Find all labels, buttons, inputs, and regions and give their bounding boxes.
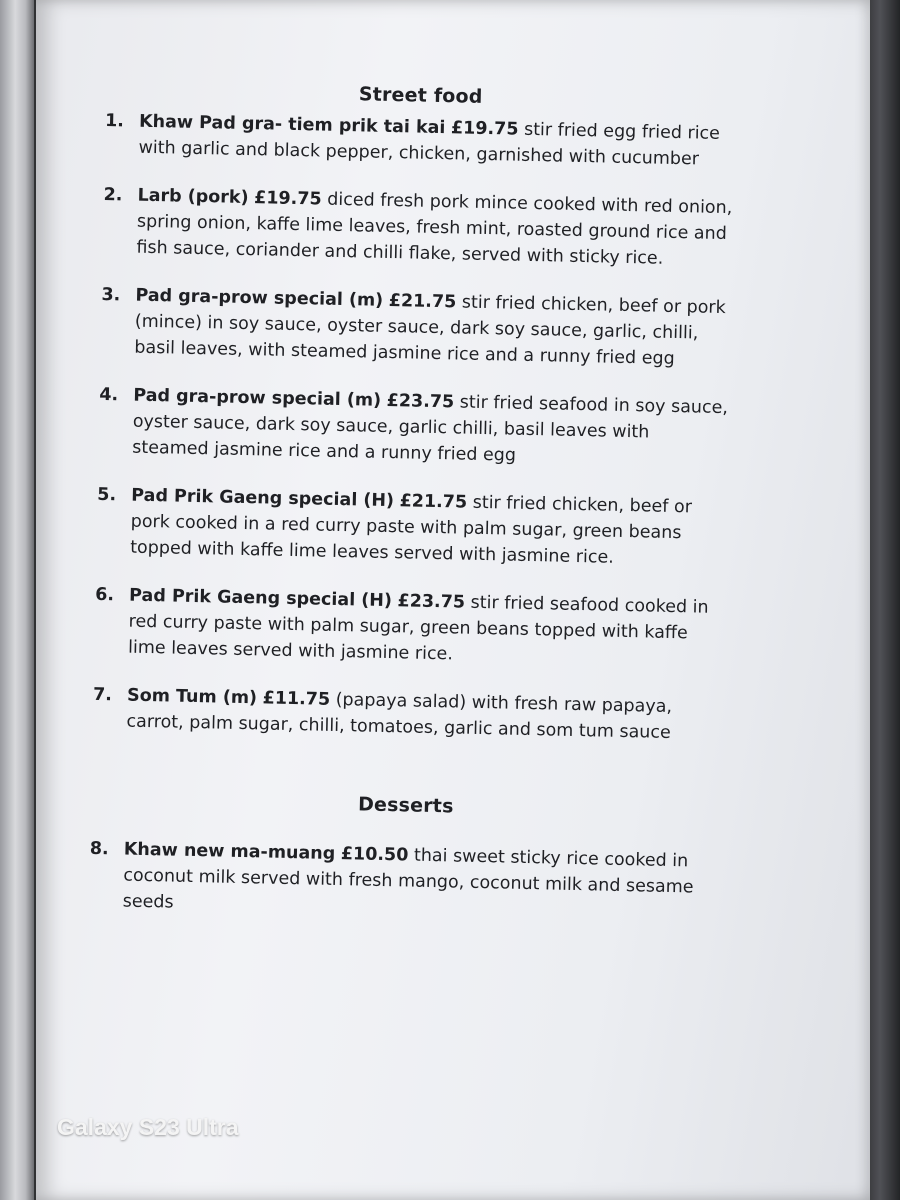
item-name: Pad Prik Gaeng special (H) xyxy=(131,485,395,512)
item-price: £19.75 xyxy=(450,118,519,140)
menu-page xyxy=(36,0,870,1200)
item-number: 8. xyxy=(89,838,109,860)
item-price: £21.75 xyxy=(388,290,457,313)
item-price: £11.75 xyxy=(262,688,331,710)
menu-item xyxy=(100,282,731,373)
item-name: Pad gra-prow special (m) xyxy=(135,285,384,311)
item-description: stir fried chicken, beef or pork (mince) in soy sauce, oyster sauce, dark soy sauce, garlic, chilli, basil leaves, with steamed jasmine rice and a runny fried egg xyxy=(134,292,726,369)
menu-item xyxy=(88,836,719,927)
menu-item xyxy=(96,482,727,573)
camera-watermark: Galaxy S23 Ultra xyxy=(57,1114,239,1140)
item-description: diced fresh pork mince cooked with red onion, spring onion, kaffe lime leaves, fresh mint, roasted ground rice and fish sauce, coriander and chilli flake, served with sticky rice. xyxy=(136,189,733,269)
item-name: Som Tum (m) xyxy=(126,685,258,709)
item-price: £23.75 xyxy=(386,390,455,413)
item-description: stir fried seafood in soy sauce, oyster sauce, dark soy sauce, garlic chilli, basil leaves with steamed jasmine rice and a runny fried egg xyxy=(132,392,729,466)
menu-item xyxy=(92,682,723,747)
item-description: stir fried egg fried rice with garlic and black pepper, chicken, garnished with cucumber xyxy=(138,119,721,170)
item-price: £23.75 xyxy=(397,591,466,613)
item-description: (papaya salad) with fresh raw papaya, carrot, palm sugar, chilli, tomatoes, garlic and som tum sauce xyxy=(126,689,673,743)
menu-item xyxy=(102,182,733,273)
menu-item xyxy=(104,108,735,173)
desserts-list xyxy=(88,836,719,927)
item-name: Pad gra-prow special (m) xyxy=(133,385,382,411)
item-price: £10.50 xyxy=(340,844,409,866)
section-heading-street-food: Street food xyxy=(358,83,483,108)
item-description: stir fried seafood cooked in red curry paste with palm sugar, green beans topped with kaffe lime leaves served with jasmine rice. xyxy=(127,592,709,665)
item-number: 2. xyxy=(103,184,123,206)
menu-content xyxy=(88,78,736,949)
item-number: 1. xyxy=(104,110,125,132)
item-number: 5. xyxy=(97,484,117,506)
item-name: Khaw Pad gra- tiem prik tai kai xyxy=(138,111,446,139)
item-name: Khaw new ma-muang xyxy=(123,839,336,864)
item-description: thai sweet sticky rice cooked in coconut milk served with fresh mango, coconut milk and sesame seeds xyxy=(122,845,694,913)
item-price: £19.75 xyxy=(253,188,322,210)
item-number: 6. xyxy=(94,584,115,606)
menu-item xyxy=(98,382,729,473)
item-number: 3. xyxy=(101,284,121,306)
item-description: stir fried chicken, beef or pork cooked in a red curry paste with palm sugar, green beans topped with kaffe lime leaves served with jasmine rice. xyxy=(129,492,693,568)
item-price: £21.75 xyxy=(399,491,468,513)
item-number: 4. xyxy=(99,384,119,406)
item-number: 7. xyxy=(92,684,113,706)
item-name: Pad Prik Gaeng special (H) xyxy=(128,585,393,612)
menu-item xyxy=(94,582,725,673)
item-name: Larb (pork) xyxy=(137,185,249,209)
street-food-list xyxy=(92,108,735,747)
section-heading-desserts: Desserts xyxy=(357,793,454,818)
previous-page-edge xyxy=(0,0,34,1200)
